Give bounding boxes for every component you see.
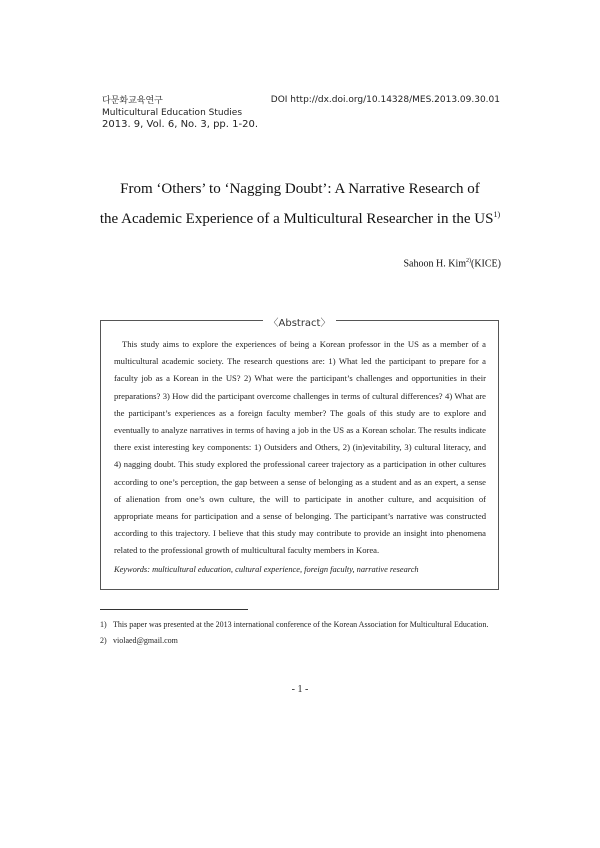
footnote-text: This paper was presented at the 2013 international conference of the Korean Association for Multicultural Education.: [113, 620, 489, 629]
title-line-2-text: the Academic Experience of a Multicultural Researcher in the US: [99, 211, 494, 227]
abstract-heading: [101, 313, 498, 331]
author-footnote-mark[interactable]: 2): [466, 258, 471, 264]
abstract-box: [100, 320, 499, 590]
footnote-number: 2): [100, 636, 107, 645]
footnote-number: 1): [100, 620, 107, 629]
journal-korean-name: 다문화교육연구: [102, 96, 163, 106]
footnote-2: [100, 633, 500, 649]
title-footnote-mark[interactable]: 1): [493, 210, 501, 219]
title-line-2: [60, 202, 540, 232]
author-affiliation: (KICE): [471, 258, 501, 270]
doi-link[interactable]: DOI http://dx.doi.org/10.14328/MES.2013.09.30.01: [270, 95, 500, 105]
paper-title: [60, 177, 540, 232]
footnote-email[interactable]: violaed@gmail.com: [113, 636, 178, 645]
footnotes: [100, 617, 500, 649]
abstract-label: 〈Abstract〉: [263, 318, 337, 329]
page-number: - 1 -: [291, 684, 309, 695]
title-line-1: From ‘Others’ to ‘Nagging Doubt’: A Narrative Research of: [120, 181, 480, 197]
keywords: Keywords: multicultural education, cultural experience, foreign faculty, narrative research: [114, 565, 419, 574]
footnote-1: [100, 617, 500, 633]
journal-header: [102, 95, 258, 131]
footnote-divider: [100, 609, 248, 610]
volume-info: 2013. 9, Vol. 6, No. 3, pp. 1-20.: [102, 119, 258, 130]
author-line: [404, 258, 502, 269]
journal-english-name: Multicultural Education Studies: [102, 108, 243, 118]
abstract-text: This study aims to explore the experiences of being a Korean professor in the US as a member of a multicultural academic society. The research questions are: 1) What led the participant to prepare for a faculty job as a Korean in the US? 2) What were the participant’s challenges and opportunities in their preparations? 3) How did the participant overcome challenges in terms of cultural differences? 4) What are the participant’s experiences as a foreign faculty member? The goals of this study are to explore and eventually to analyze narratives in terms of having a job in the US as a Korean scholar. The results indicate there exist interesting key components: 1) Outsiders and Others, 2) (in)evitability, 3) cultural literacy, and 4) nagging doubt. This study explored the professional career trajectory as a participation in other cultures according to one’s perception, the gap between a sense of belonging as a student and as an expert, a sense of alienation from one’s own culture, the will to participate in another culture, and acquisition of appropriate means for participation and a sense of belonging. The participant’s narrative was constructed according to this trajectory. I believe that this study may contribute to provide an insight into phenomena related to the professional growth of multicultural faculty members in Korea.: [114, 339, 486, 556]
author-name: Sahoon H. Kim: [403, 258, 466, 270]
